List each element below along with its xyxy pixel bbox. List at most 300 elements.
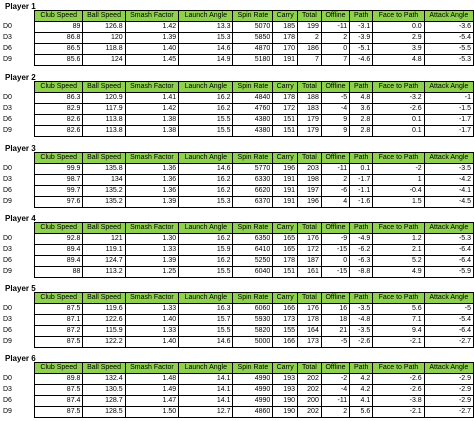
table-cell: 4.8 <box>350 93 373 104</box>
table-cell: -3.1 <box>350 22 373 33</box>
table-row <box>35 385 474 396</box>
table-cell: 9 <box>321 126 349 137</box>
header-row <box>35 223 474 234</box>
table-cell: 161 <box>297 267 321 278</box>
club-label: D3 <box>3 386 12 393</box>
table-cell: 172 <box>297 245 321 256</box>
table-cell: -4.8 <box>350 315 373 326</box>
column-header: Club Speed <box>35 153 83 164</box>
table-cell: 203 <box>297 164 321 175</box>
column-header: Path <box>350 11 373 22</box>
player-block <box>0 73 474 137</box>
club-label: D6 <box>3 45 12 52</box>
column-header: Ball Speed <box>83 11 125 22</box>
table-cell: 15.3 <box>179 33 233 44</box>
table-cell: -6.3 <box>350 256 373 267</box>
table-row <box>35 407 474 418</box>
table-cell: 202 <box>297 407 321 418</box>
column-header: Launch Angle <box>179 223 233 234</box>
table-cell: 4760 <box>233 104 273 115</box>
table-cell: 1.42 <box>125 22 178 33</box>
table-cell: 1.40 <box>125 44 178 55</box>
table-cell: 198 <box>297 175 321 186</box>
club-label: D6 <box>3 187 12 194</box>
table-cell: -0.4 <box>373 186 424 197</box>
column-header: Path <box>350 153 373 164</box>
column-header: Attack Angle <box>424 153 473 164</box>
column-header: Path <box>350 82 373 93</box>
table-row <box>35 55 474 66</box>
table-cell: 87.4 <box>35 396 83 407</box>
column-header: Total <box>297 363 321 374</box>
table-cell: -5.1 <box>350 44 373 55</box>
table-cell: -5 <box>424 304 473 315</box>
table-row <box>35 315 474 326</box>
table-cell: 115.9 <box>83 326 125 337</box>
table-cell: 119.1 <box>83 245 125 256</box>
column-header: Club Speed <box>35 293 83 304</box>
table-cell: 16.2 <box>179 186 233 197</box>
table-cell: 122.2 <box>83 337 125 348</box>
column-header: Launch Angle <box>179 153 233 164</box>
column-header: Path <box>350 223 373 234</box>
table-cell: -5 <box>321 337 349 348</box>
player-block <box>0 284 474 348</box>
table-cell: 99.7 <box>35 186 83 197</box>
table-cell: 118.8 <box>83 44 125 55</box>
table-cell: 14.6 <box>179 164 233 175</box>
table-cell: 4.2 <box>350 385 373 396</box>
table-cell: 87.1 <box>35 315 83 326</box>
column-header: Smash Factor <box>125 293 178 304</box>
table-cell: 176 <box>297 304 321 315</box>
table-cell: 124 <box>83 55 125 66</box>
table-cell: -1.7 <box>424 126 473 137</box>
table-cell: -3.5 <box>424 164 473 175</box>
table-cell: 14.6 <box>179 337 233 348</box>
table-cell: 3.6 <box>350 104 373 115</box>
column-header: Total <box>297 11 321 22</box>
table-cell: 119.6 <box>83 304 125 315</box>
table-cell: 193 <box>273 385 298 396</box>
table-cell: 16 <box>321 304 349 315</box>
table-cell: 4380 <box>233 126 273 137</box>
club-label: D0 <box>3 165 12 172</box>
table-cell: 14.1 <box>179 396 233 407</box>
table-cell: 9 <box>321 115 349 126</box>
club-label: D9 <box>3 127 12 134</box>
table-cell: 120.9 <box>83 93 125 104</box>
header-row <box>35 153 474 164</box>
column-header: Smash Factor <box>125 82 178 93</box>
column-header: Club Speed <box>35 11 83 22</box>
column-header: Launch Angle <box>179 11 233 22</box>
table-cell: -15 <box>321 267 349 278</box>
club-labels <box>3 21 25 65</box>
table-cell: 164 <box>297 326 321 337</box>
table-cell: -2.6 <box>373 104 424 115</box>
club-label: D6 <box>3 327 12 334</box>
table-cell: 191 <box>273 197 298 208</box>
column-header: Total <box>297 293 321 304</box>
table-cell: -8.8 <box>350 267 373 278</box>
table-cell: -3.6 <box>424 22 473 33</box>
table-cell: 86.3 <box>35 93 83 104</box>
table-cell: 187 <box>297 256 321 267</box>
table-cell: 170 <box>273 44 298 55</box>
table-cell: 82.9 <box>35 104 83 115</box>
table-cell: 188 <box>297 93 321 104</box>
table-cell: -4 <box>321 385 349 396</box>
table-cell: 2.8 <box>350 126 373 137</box>
table-cell: -1.5 <box>424 104 473 115</box>
table-cell: 15.5 <box>179 326 233 337</box>
table-cell: 1.49 <box>125 385 178 396</box>
table-cell: 5.2 <box>373 256 424 267</box>
column-header: Smash Factor <box>125 153 178 164</box>
table-cell: 3.9 <box>373 44 424 55</box>
column-header: Spin Rate <box>233 82 273 93</box>
column-header: Spin Rate <box>233 363 273 374</box>
table-cell: 113.8 <box>83 126 125 137</box>
table-cell: -3.5 <box>350 304 373 315</box>
table-cell: 197 <box>297 186 321 197</box>
table-cell: 173 <box>273 315 298 326</box>
table-cell: -5.9 <box>424 267 473 278</box>
table-cell: 87.5 <box>35 385 83 396</box>
table-cell: 1.40 <box>125 337 178 348</box>
table-cell: 173 <box>297 337 321 348</box>
table-cell: 135.8 <box>83 164 125 175</box>
club-label: D9 <box>3 408 12 415</box>
table-cell: 2.1 <box>373 245 424 256</box>
column-header: Carry <box>273 11 298 22</box>
table-cell: -2.9 <box>424 396 473 407</box>
table-cell: -4 <box>321 104 349 115</box>
header-row <box>35 11 474 22</box>
table-cell: 7 <box>297 55 321 66</box>
club-labels <box>3 233 25 277</box>
table-cell: 5930 <box>233 315 273 326</box>
club-label: D0 <box>3 235 12 242</box>
table-cell: -2.7 <box>424 337 473 348</box>
table-cell: -6.4 <box>424 326 473 337</box>
table-cell: 128.7 <box>83 396 125 407</box>
header-row <box>35 82 474 93</box>
table-cell: 1 <box>373 175 424 186</box>
table-cell: 4840 <box>233 93 273 104</box>
column-header: Offline <box>321 223 349 234</box>
table-cell: 135.2 <box>83 197 125 208</box>
table-cell: 21 <box>321 326 349 337</box>
table-cell: 5.6 <box>373 304 424 315</box>
player-block <box>0 144 474 208</box>
table-row <box>35 337 474 348</box>
table-cell: -3.5 <box>350 326 373 337</box>
table-cell: 15.7 <box>179 315 233 326</box>
column-header: Ball Speed <box>83 153 125 164</box>
stats-table <box>34 152 474 208</box>
table-cell: 15.5 <box>179 115 233 126</box>
table-cell: 6370 <box>233 197 273 208</box>
table-cell: -1.6 <box>350 197 373 208</box>
table-cell: 178 <box>273 256 298 267</box>
column-header: Face to Path <box>373 363 424 374</box>
table-cell: 18 <box>321 315 349 326</box>
table-cell: 135.2 <box>83 186 125 197</box>
table-cell: 1.39 <box>125 197 178 208</box>
stats-table <box>34 222 474 278</box>
column-header: Face to Path <box>373 293 424 304</box>
stats-table <box>34 292 474 348</box>
table-cell: 87.5 <box>35 304 83 315</box>
table-cell: 6060 <box>233 304 273 315</box>
table-cell: 87.5 <box>35 407 83 418</box>
table-cell: 122.6 <box>83 315 125 326</box>
table-cell: 0 <box>321 44 349 55</box>
table-cell: 6620 <box>233 186 273 197</box>
table-cell: 1.33 <box>125 326 178 337</box>
table-cell: 86.5 <box>35 44 83 55</box>
player-label: Player 1 <box>5 2 36 11</box>
table-cell: 120 <box>83 33 125 44</box>
table-cell: 165 <box>273 245 298 256</box>
table-row <box>35 104 474 115</box>
player-label: Player 4 <box>5 214 36 223</box>
table-cell: 87.2 <box>35 326 83 337</box>
column-header: Offline <box>321 11 349 22</box>
club-labels <box>3 303 25 347</box>
table-cell: 124.7 <box>83 256 125 267</box>
table-cell: 16.3 <box>179 304 233 315</box>
column-header: Club Speed <box>35 363 83 374</box>
table-cell: 1.38 <box>125 115 178 126</box>
table-cell: -5.5 <box>424 44 473 55</box>
table-cell: -2.6 <box>373 374 424 385</box>
club-label: D3 <box>3 246 12 253</box>
table-cell: 117.9 <box>83 104 125 115</box>
club-label: D9 <box>3 268 12 275</box>
table-row <box>35 326 474 337</box>
table-cell: 6410 <box>233 245 273 256</box>
club-label: D9 <box>3 198 12 205</box>
table-cell: 86.8 <box>35 33 83 44</box>
table-cell: 0.1 <box>373 126 424 137</box>
column-header: Spin Rate <box>233 293 273 304</box>
table-cell: -5.3 <box>424 55 473 66</box>
table-cell: -5.4 <box>424 33 473 44</box>
table-cell: 14.1 <box>179 374 233 385</box>
table-cell: 7.1 <box>373 315 424 326</box>
table-row <box>35 267 474 278</box>
player-block <box>0 2 474 66</box>
table-cell: -2.7 <box>424 407 473 418</box>
table-cell: -4.6 <box>350 55 373 66</box>
table-cell: 16.2 <box>179 175 233 186</box>
table-cell: 5850 <box>233 33 273 44</box>
table-cell: 12.7 <box>179 407 233 418</box>
table-cell: 4 <box>321 197 349 208</box>
table-row <box>35 93 474 104</box>
table-row <box>35 126 474 137</box>
table-cell: -2.1 <box>373 337 424 348</box>
header-row <box>35 293 474 304</box>
table-cell: -6.4 <box>424 245 473 256</box>
column-header: Face to Path <box>373 82 424 93</box>
club-labels <box>3 92 25 136</box>
table-cell: 5770 <box>233 164 273 175</box>
table-cell: 89 <box>35 22 83 33</box>
table-cell: 1.30 <box>125 234 178 245</box>
table-cell: 1.50 <box>125 407 178 418</box>
column-header: Launch Angle <box>179 293 233 304</box>
table-cell: 2 <box>321 175 349 186</box>
column-header: Attack Angle <box>424 11 473 22</box>
column-header: Path <box>350 293 373 304</box>
club-label: D0 <box>3 94 12 101</box>
player-label: Player 6 <box>5 354 36 363</box>
table-row <box>35 234 474 245</box>
table-cell: 130.5 <box>83 385 125 396</box>
table-cell: 179 <box>297 126 321 137</box>
table-cell: -4.5 <box>424 197 473 208</box>
table-cell: 5250 <box>233 256 273 267</box>
table-cell: 1.39 <box>125 256 178 267</box>
table-cell: -1 <box>424 93 473 104</box>
table-cell: 4860 <box>233 407 273 418</box>
table-row <box>35 186 474 197</box>
table-cell: 1.33 <box>125 245 178 256</box>
table-cell: 4.9 <box>373 267 424 278</box>
table-cell: 166 <box>273 304 298 315</box>
table-cell: 191 <box>273 55 298 66</box>
club-label: D0 <box>3 375 12 382</box>
table-row <box>35 164 474 175</box>
column-header: Offline <box>321 293 349 304</box>
column-header: Spin Rate <box>233 153 273 164</box>
table-cell: -11 <box>321 164 349 175</box>
table-cell: 0.0 <box>373 22 424 33</box>
table-cell: 0 <box>321 256 349 267</box>
table-cell: 186 <box>297 44 321 55</box>
table-cell: 4990 <box>233 385 273 396</box>
table-cell: 5180 <box>233 55 273 66</box>
table-cell: -5.4 <box>424 315 473 326</box>
table-cell: 16.2 <box>179 104 233 115</box>
table-cell: -4.9 <box>350 234 373 245</box>
table-row <box>35 374 474 385</box>
table-cell: 82.6 <box>35 115 83 126</box>
club-labels <box>3 373 25 417</box>
player-block <box>0 214 474 278</box>
player-label: Player 2 <box>5 73 36 82</box>
table-cell: 1.33 <box>125 304 178 315</box>
column-header: Spin Rate <box>233 223 273 234</box>
table-cell: 134 <box>83 175 125 186</box>
table-cell: 1.25 <box>125 267 178 278</box>
table-cell: 15.3 <box>179 197 233 208</box>
table-row <box>35 197 474 208</box>
column-header: Carry <box>273 82 298 93</box>
table-cell: -2.6 <box>373 385 424 396</box>
table-cell: 14.9 <box>179 55 233 66</box>
column-header: Smash Factor <box>125 363 178 374</box>
table-cell: -3.8 <box>373 396 424 407</box>
table-row <box>35 115 474 126</box>
table-cell: 89.8 <box>35 374 83 385</box>
table-cell: 179 <box>297 115 321 126</box>
table-cell: -1.7 <box>350 175 373 186</box>
column-header: Club Speed <box>35 223 83 234</box>
table-row <box>35 304 474 315</box>
table-cell: 14.1 <box>179 385 233 396</box>
table-cell: 98.7 <box>35 175 83 186</box>
table-cell: 4990 <box>233 374 273 385</box>
table-cell: 15.5 <box>179 126 233 137</box>
column-header: Carry <box>273 293 298 304</box>
table-cell: -2 <box>321 374 349 385</box>
table-cell: 196 <box>273 164 298 175</box>
header-row <box>35 363 474 374</box>
table-cell: 4.2 <box>350 374 373 385</box>
column-header: Club Speed <box>35 82 83 93</box>
table-cell: 1.38 <box>125 126 178 137</box>
table-cell: 191 <box>273 186 298 197</box>
table-cell: -3.9 <box>350 33 373 44</box>
table-cell: -11 <box>321 22 349 33</box>
table-cell: 2 <box>297 33 321 44</box>
club-label: D6 <box>3 257 12 264</box>
table-cell: 5820 <box>233 326 273 337</box>
column-header: Offline <box>321 363 349 374</box>
column-header: Carry <box>273 153 298 164</box>
table-cell: -6.4 <box>424 256 473 267</box>
table-row <box>35 44 474 55</box>
table-cell: -1.1 <box>350 186 373 197</box>
table-row <box>35 256 474 267</box>
table-cell: -9 <box>321 234 349 245</box>
table-cell: 196 <box>297 197 321 208</box>
player-label: Player 5 <box>5 284 36 293</box>
table-cell: 190 <box>273 407 298 418</box>
table-cell: 113.8 <box>83 115 125 126</box>
table-cell: 1.45 <box>125 55 178 66</box>
table-cell: 4.8 <box>373 55 424 66</box>
table-cell: -1.7 <box>424 115 473 126</box>
table-cell: 13.3 <box>179 22 233 33</box>
table-cell: 92.8 <box>35 234 83 245</box>
column-header: Spin Rate <box>233 11 273 22</box>
column-header: Carry <box>273 363 298 374</box>
table-cell: -5 <box>321 93 349 104</box>
table-cell: -11 <box>321 396 349 407</box>
table-cell: 87.5 <box>35 337 83 348</box>
table-cell: 16.2 <box>179 234 233 245</box>
table-cell: 4380 <box>233 115 273 126</box>
column-header: Launch Angle <box>179 363 233 374</box>
column-header: Attack Angle <box>424 293 473 304</box>
table-cell: 190 <box>273 396 298 407</box>
column-header: Launch Angle <box>179 82 233 93</box>
table-cell: -2 <box>373 164 424 175</box>
column-header: Attack Angle <box>424 223 473 234</box>
table-cell: 7 <box>321 55 349 66</box>
table-cell: 99.9 <box>35 164 83 175</box>
table-cell: 6040 <box>233 267 273 278</box>
column-header: Smash Factor <box>125 223 178 234</box>
table-cell: 2 <box>321 407 349 418</box>
club-label: D9 <box>3 56 12 63</box>
